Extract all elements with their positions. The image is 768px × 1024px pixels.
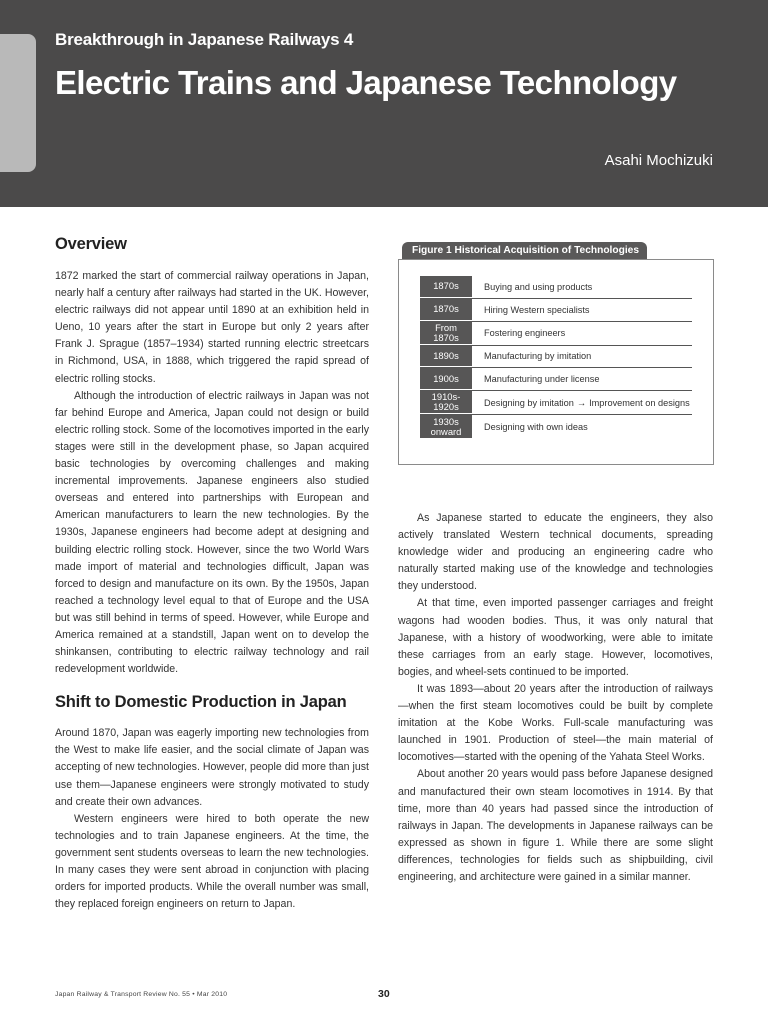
stage-text-next: Improvement on designs	[589, 397, 690, 408]
era-label: 1870s	[420, 276, 472, 297]
series-title: Breakthrough in Japanese Railways 4	[55, 30, 354, 49]
right-paragraph-2: At that time, even imported passenger carriages and freight wagons had wooden bodies. Thus, it was only natural that Japanese, with a history of woodworking, were able to imitate these carriages from an early stage. However, locomotives, bogies, and wheel-sets continued to be imported.	[398, 597, 713, 678]
technology-stage: Manufacturing by imitation	[484, 351, 592, 362]
right-paragraph-1: As Japanese started to educate the engineers, they also actively translated Western technical documents, spreading knowledge wider and producing an engineering cadre who naturally started making use of the knowledge and technologies they understood.	[398, 512, 713, 593]
figure-caption: Figure 1 Historical Acquisition of Technologies	[402, 242, 647, 259]
overview-paragraph-1: 1872 marked the start of commercial railway operations in Japan, nearly half a century after railways had started in the UK. However, electric railways did not appear until 1890 at an exhibition held in Ueno, 10 years after the start in Europe but only 2 years after Frank J. Sprague (1857–1934) started running electric streetcars in Richmond, USA, in 1888, which triggered the rapid spread of electric rolling stocks.	[55, 270, 369, 385]
left-column	[55, 235, 369, 913]
technology-stage: Fostering engineers	[484, 328, 566, 339]
technology-stage: Hiring Western specialists	[484, 304, 590, 315]
right-paragraph-4: About another 20 years would pass before Japanese designed and manufactured their own steam locomotives in 1914. By that time, more than 40 years had passed since the introduction of railways in Japan. The developments in Japanese railways can be expressed as shown in figure 1. While there are some slight differences, technologies for fields such as shipbuilding, civil engineering, and architecture were gained in a similar manner.	[398, 768, 713, 883]
author-name: Asahi Mochizuki	[604, 152, 713, 169]
overview-heading: Overview	[55, 235, 127, 253]
technology-stage: Manufacturing under license	[484, 374, 600, 385]
overview-paragraph-2: Although the introduction of electric railways in Japan was not far behind Europe and America, Japan could not design or build electric rolling stock. Some of the locomotives imported in the early stages were still in the development phase, so Japan acquired basic technologies by overcoming challenges and making incremental improvements. Japanese engineers also studied overseas and entered into partnerships with European and American manufacturers to learn the new technologies. By the 1930s, Japanese engineers had become adept at designing and building electric rolling stock. However, since the two World Wars made import of material and technologies difficult, Japan was forced to design and manufacture on its own. By the 1950s, Japan reached a technology level equal to that of Europe and the USA but was still behind in terms of speed. However, while Europe and America remained at a standstill, Japan went on to develop the shinkansen, contributing to electric railway technology and rail redevelopment worldwide.	[55, 389, 369, 676]
era-label: 1890s	[420, 346, 472, 367]
figure-row	[420, 368, 692, 391]
figure-row	[420, 322, 692, 346]
technology-stage: Designing with own ideas	[484, 422, 588, 433]
figure-row	[420, 415, 692, 439]
article-header	[0, 0, 768, 207]
shift-paragraph-2: Western engineers were hired to both operate the new technologies and to train Japanese engineers. At the time, the government sent students overseas to learn the new technologies. In many cases they were sent abroad in conjunction with placing orders for imported products. While the overall number was small, they replaced foreign engineers on return to Japan.	[55, 812, 369, 911]
era-label: 1910s- 1920s	[420, 391, 472, 413]
technology-stage: Buying and using products	[484, 281, 593, 292]
shift-heading: Shift to Domestic Production in Japan	[55, 693, 347, 712]
figure-box	[398, 259, 714, 465]
right-column	[398, 510, 713, 886]
figure-row	[420, 276, 692, 299]
page-number: 30	[378, 988, 390, 1000]
article-title: Electric Trains and Japanese Technology	[55, 64, 677, 101]
era-label: 1900s	[420, 368, 472, 389]
technology-stage	[472, 391, 692, 414]
era-label: 1870s	[420, 299, 472, 320]
figure-row	[420, 299, 692, 322]
right-paragraph-3: It was 1893—about 20 years after the introduction of railways—when the first steam locomotives could be built by complete imitation at the Kobe Works. Full-scale manufacturing was launched in 1901. Production of steel—the main material of locomotives—started with the opening of the Yahata Steel Works.	[398, 682, 713, 764]
era-label: 1930s onward	[420, 415, 472, 438]
figure-row	[420, 391, 692, 415]
shift-paragraph-1: Around 1870, Japan was eagerly importing new technologies from the West to make life easier, and the social climate of Japan was accepting of new technologies. However, people did more than just use them—Japanese engineers were strongly motivated to study and create their own advances.	[55, 727, 369, 808]
stage-text: Designing by imitation	[484, 397, 574, 408]
journal-footer: Japan Railway & Transport Review No. 55 • Mar 2010	[55, 991, 228, 998]
era-label: From 1870s	[420, 322, 472, 344]
figure-1	[398, 240, 714, 465]
figure-row	[420, 346, 692, 369]
header-side-tab	[0, 34, 36, 172]
arrow-right-icon: →	[576, 397, 587, 408]
